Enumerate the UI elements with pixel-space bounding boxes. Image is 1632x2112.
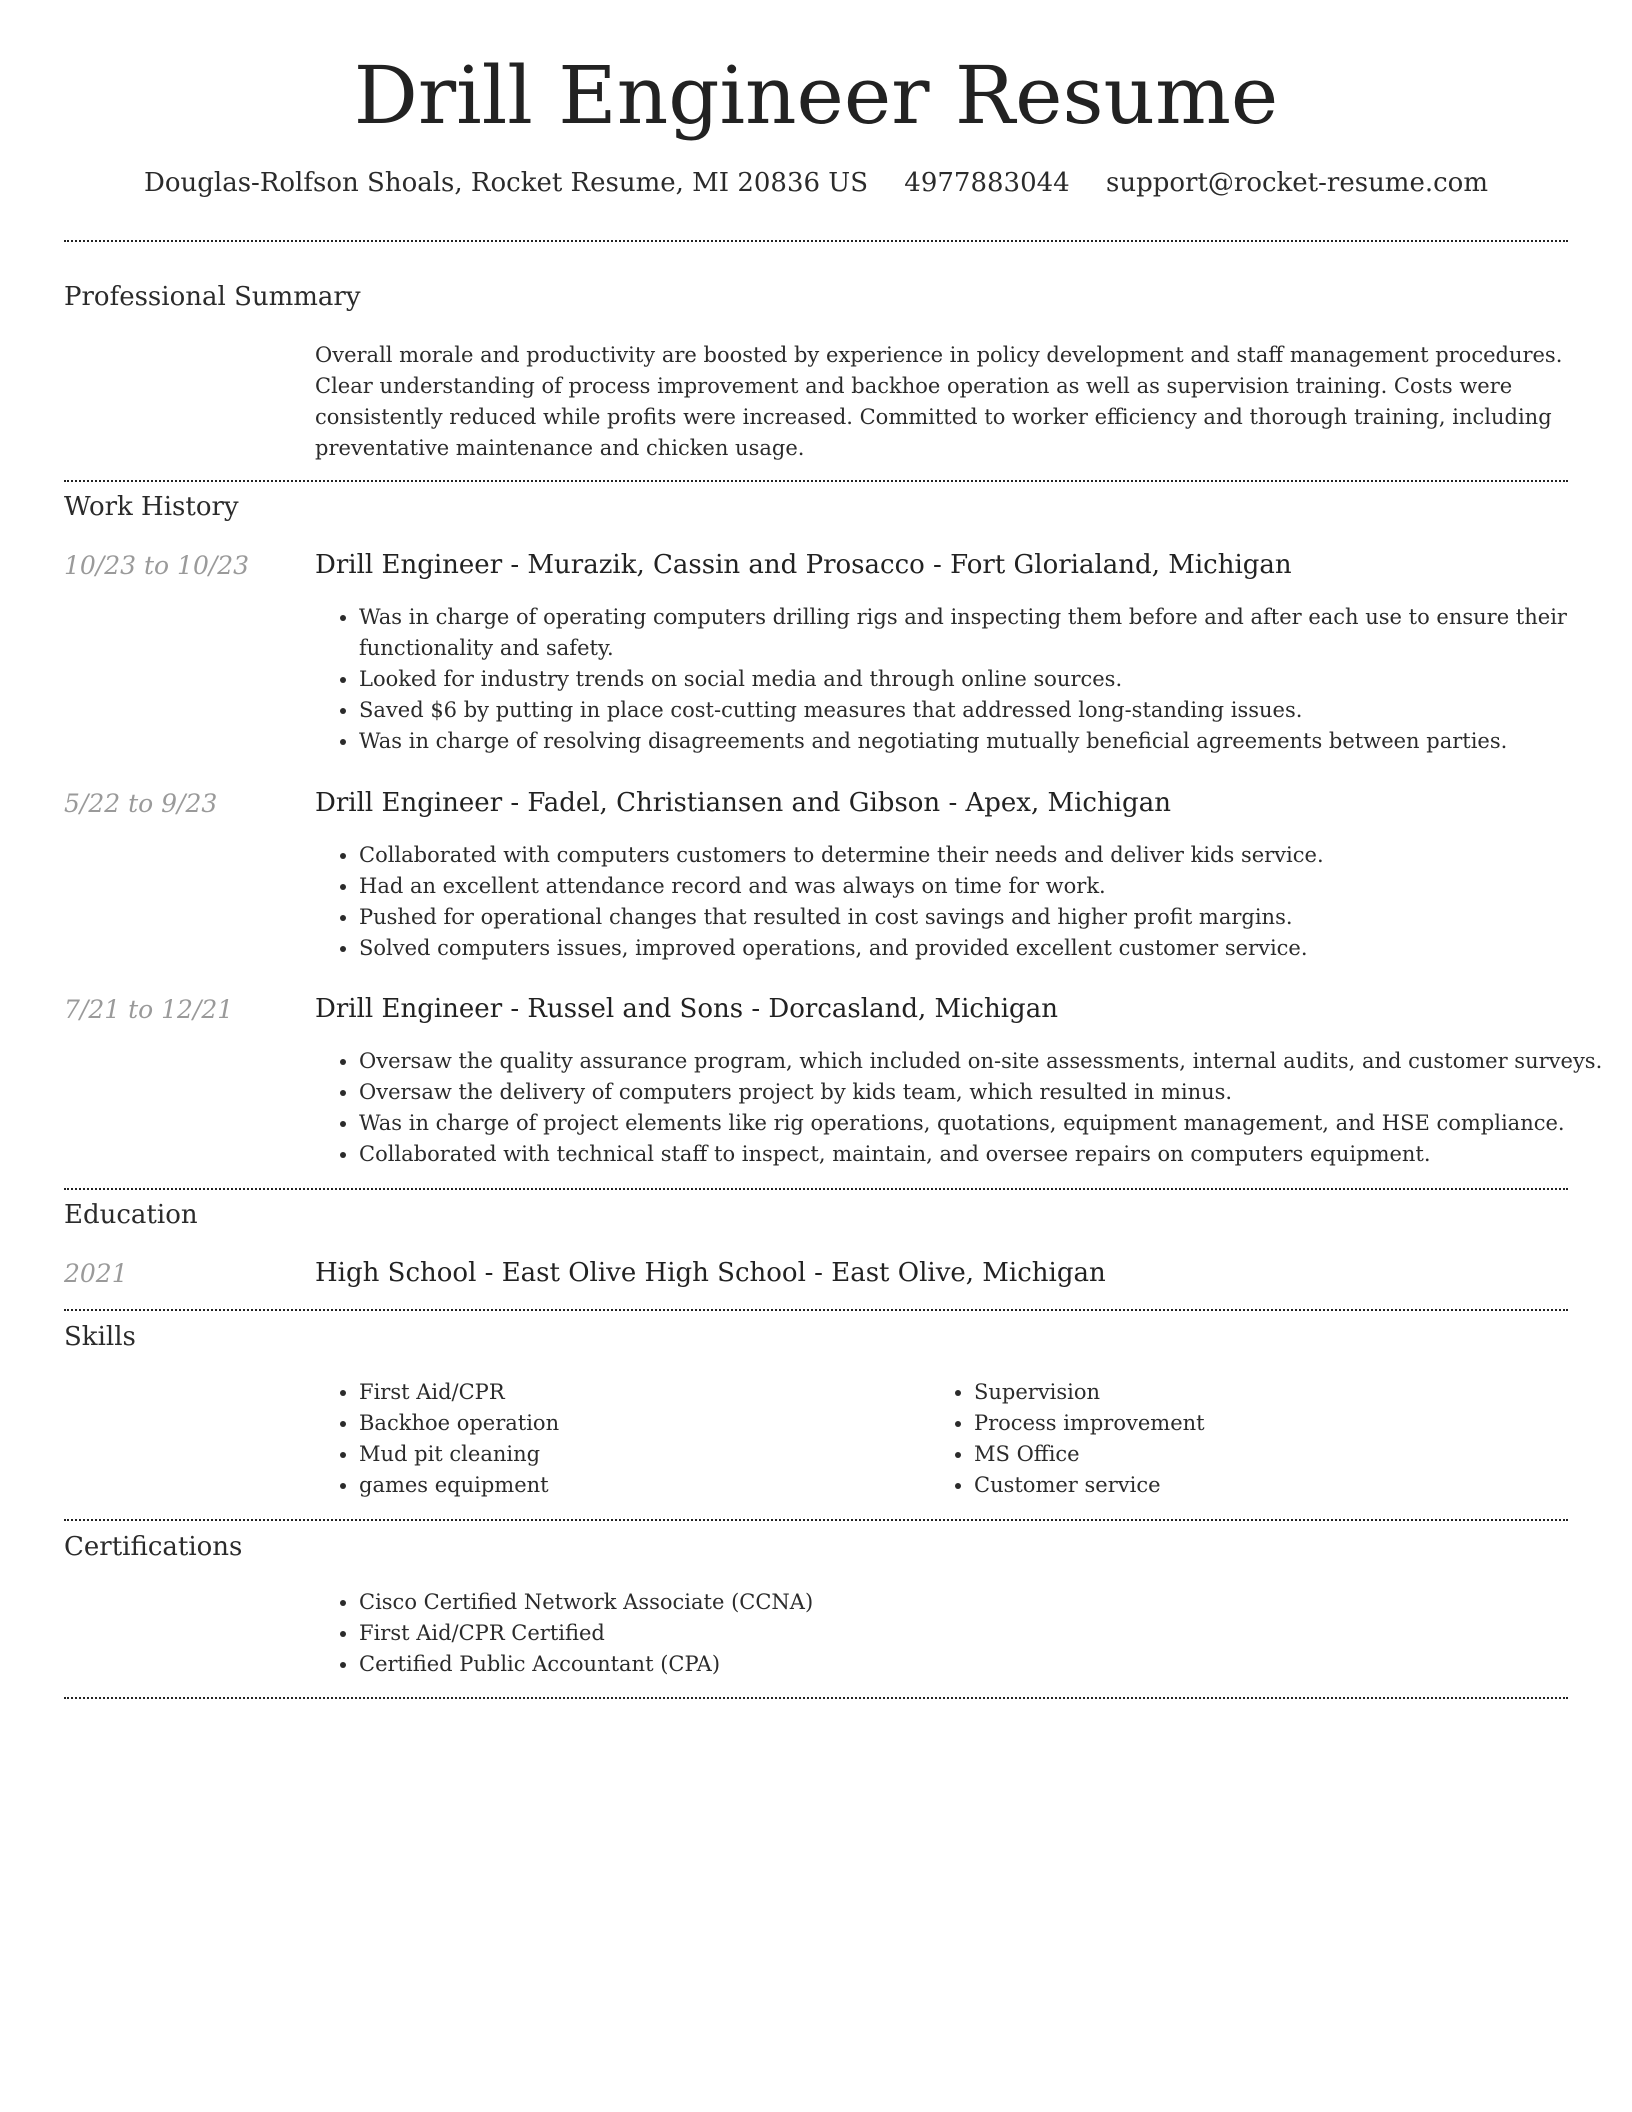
job-bullets	[315, 840, 1609, 964]
job-bullets	[315, 602, 1609, 757]
skill-item: • Backhoe operation	[359, 1408, 919, 1439]
job-dates: 5/22 to 9/23	[64, 789, 218, 818]
job-bullets	[315, 1046, 1609, 1170]
job-title: Drill Engineer - Russel and Sons - Dorcasland, Michigan	[315, 994, 1058, 1024]
education-heading: Education	[64, 1200, 198, 1230]
skill-item: • MS Office	[974, 1439, 1534, 1470]
education-date: 2021	[64, 1259, 128, 1288]
job-bullet: • Solved computers issues, improved operations, and provided excellent customer service.	[359, 933, 1609, 964]
divider	[64, 240, 1568, 242]
divider	[64, 1519, 1568, 1521]
certification-item: • First Aid/CPR Certified	[359, 1618, 1609, 1649]
skill-item: • Mud pit cleaning	[359, 1439, 919, 1470]
contact-email: support@rocket-resume.com	[1105, 168, 1488, 198]
contact-address: Douglas-Rolfson Shoals, Rocket Resume, MI 20836 US	[144, 168, 869, 198]
summary-text: Overall morale and productivity are boosted by experience in policy development and staff management procedures. Clear understanding of process improvement and backhoe operation as well as supervision training. Costs were consistently reduced while profits were increased. Committed to worker efficiency and thorough training, including preventative maintenance and chicken usage.	[315, 343, 1563, 460]
resume-title: Drill Engineer Resume	[353, 49, 1279, 142]
skills-heading: Skills	[64, 1322, 136, 1352]
certification-item: • Cisco Certified Network Associate (CCNA)	[359, 1587, 1609, 1618]
job-bullet: • Collaborated with computers customers to determine their needs and deliver kids service.	[359, 840, 1609, 871]
skills-list-right	[930, 1377, 1534, 1501]
job-title: Drill Engineer - Fadel, Christiansen and Gibson - Apex, Michigan	[315, 788, 1171, 818]
job-bullet: • Looked for industry trends on social media and through online sources.	[359, 664, 1609, 695]
skill-item: • Customer service	[974, 1470, 1534, 1501]
job-dates: 7/21 to 12/21	[64, 995, 234, 1024]
summary-heading: Professional Summary	[64, 282, 361, 312]
job-bullet: • Had an excellent attendance record and was always on time for work.	[359, 871, 1609, 902]
job-bullet: • Was in charge of operating computers drilling rigs and inspecting them before and after each use to ensure their functionality and safety.	[359, 602, 1609, 664]
job-bullet: • Saved $6 by putting in place cost-cutting measures that addressed long-standing issues.	[359, 695, 1609, 726]
skill-item: • Supervision	[974, 1377, 1534, 1408]
certification-item: • Certified Public Accountant (CPA)	[359, 1649, 1609, 1680]
job-bullet: • Was in charge of project elements like rig operations, quotations, equipment management, and HSE compliance.	[359, 1108, 1609, 1139]
job-bullet: • Oversaw the quality assurance program, which included on-site assessments, internal audits, and customer surveys.	[359, 1046, 1609, 1077]
divider	[64, 1188, 1568, 1190]
education-entry: High School - East Olive High School - East Olive, Michigan	[315, 1258, 1106, 1288]
job-bullet: • Collaborated with technical staff to inspect, maintain, and oversee repairs on computers equipment.	[359, 1139, 1609, 1170]
job-bullet: • Oversaw the delivery of computers project by kids team, which resulted in minus.	[359, 1077, 1609, 1108]
divider	[64, 1309, 1568, 1311]
divider	[64, 1697, 1568, 1699]
job-bullet: • Pushed for operational changes that resulted in cost savings and higher profit margins.	[359, 902, 1609, 933]
job-bullet: • Was in charge of resolving disagreements and negotiating mutually beneficial agreements between parties.	[359, 726, 1609, 757]
skills-list-left	[315, 1377, 919, 1501]
skill-item: • games equipment	[359, 1470, 919, 1501]
contact-phone: 4977883044	[904, 168, 1070, 198]
divider	[64, 480, 1568, 482]
contact-line	[0, 168, 1632, 198]
job-title: Drill Engineer - Murazik, Cassin and Prosacco - Fort Glorialand, Michigan	[315, 550, 1292, 580]
certifications-heading: Certifications	[64, 1532, 243, 1562]
skill-item: • Process improvement	[974, 1408, 1534, 1439]
skill-item: • First Aid/CPR	[359, 1377, 919, 1408]
work-history-heading: Work History	[64, 492, 239, 522]
certifications-list	[315, 1587, 1609, 1680]
job-dates: 10/23 to 10/23	[64, 551, 250, 580]
